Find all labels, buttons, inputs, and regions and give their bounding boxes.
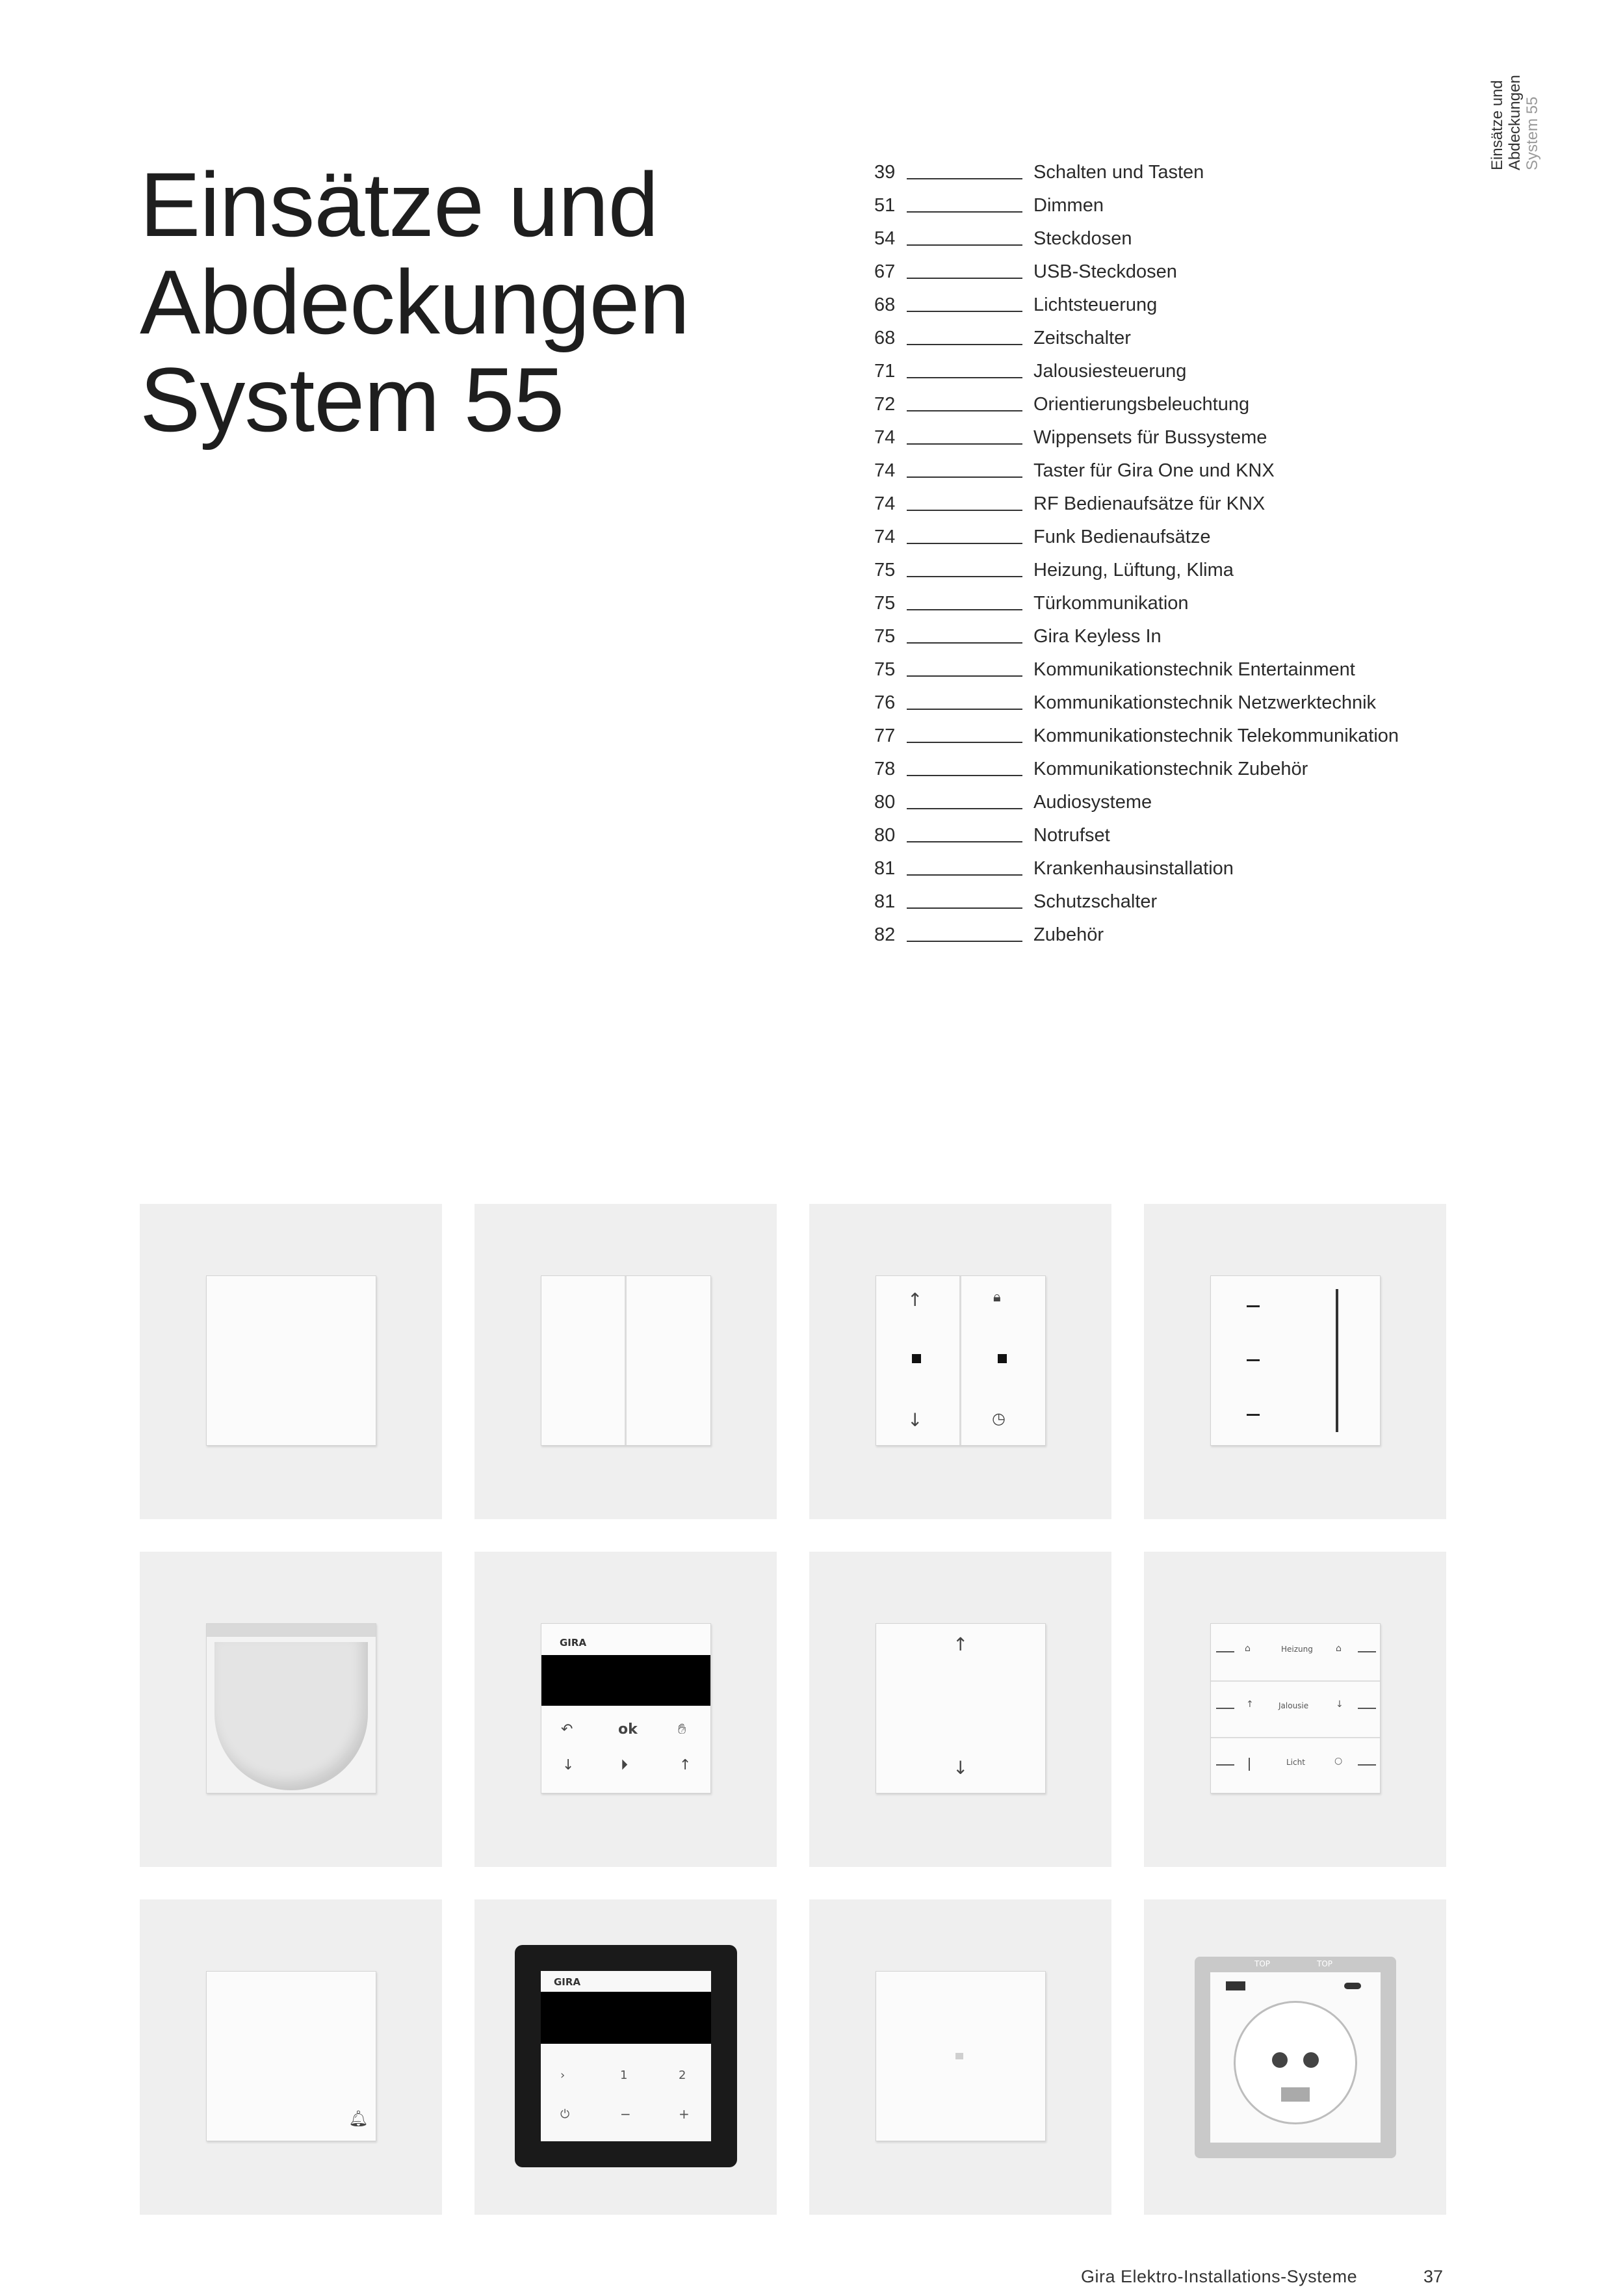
ok-label: ok (618, 1721, 638, 1738)
display-screen (541, 1992, 711, 2044)
socket-frame (1195, 1957, 1396, 2158)
toc-entry[interactable] (874, 192, 1492, 226)
toc-leader-line (907, 576, 1022, 577)
toc-leader-line (907, 278, 1022, 279)
toc-entry[interactable] (874, 822, 1492, 855)
switch-plate (1210, 1623, 1381, 1794)
arrow-down-icon: ↓ (562, 1757, 575, 1773)
switch-plate (206, 1971, 376, 2141)
footer-publication: Gira Elektro-Installations-Systeme (1081, 2267, 1358, 2286)
side-tab-line-1: Einsätze und (1488, 80, 1506, 170)
mounting-frame (515, 1945, 737, 2167)
bell-icon: 🔔︎ (348, 2109, 369, 2128)
motion-lens-icon (214, 1642, 368, 1790)
toc-leader-line (907, 244, 1022, 246)
toc-entry[interactable] (874, 756, 1492, 789)
power-on-icon (1249, 1758, 1250, 1771)
toc-label: Notrufset (1033, 825, 1110, 846)
toc-leader-line (907, 675, 1022, 677)
chevron-right-icon: › (560, 2068, 565, 2082)
led-mark-icon (1216, 1764, 1234, 1766)
toc-label: Krankenhausinstallation (1033, 858, 1234, 879)
toc-entry[interactable] (874, 657, 1492, 690)
page-title (140, 153, 690, 450)
rocker-divider (625, 1276, 627, 1445)
row-divider (1211, 1680, 1380, 1682)
toc-leader-line (907, 742, 1022, 743)
stop-icon (998, 1354, 1007, 1363)
arrow-down-icon: ↓ (953, 1757, 968, 1779)
arrow-up-icon: ↑ (907, 1289, 923, 1311)
switch-plate (1210, 1275, 1381, 1446)
toc-label: Funk Bedienaufsätze (1033, 527, 1211, 547)
toc-label: Heizung, Lüftung, Klima (1033, 560, 1234, 581)
led-mark-icon (1216, 1708, 1234, 1709)
toc-label: Gira Keyless In (1033, 626, 1162, 647)
product-tile-dimmer (1144, 1204, 1446, 1519)
toc-leader-line (907, 841, 1022, 842)
toc-label: Jalousiesteuerung (1033, 361, 1187, 382)
toc-leader-line (907, 211, 1022, 213)
toc-label: Schutzschalter (1033, 891, 1158, 912)
led-mark-icon (1358, 1764, 1376, 1766)
toc-entry[interactable] (874, 855, 1492, 889)
switch-plate (206, 1623, 376, 1794)
toc-page-number: 74 (874, 527, 896, 547)
toc-page-number: 82 (874, 924, 896, 945)
title-line-3: System 55 (140, 348, 564, 450)
toc-leader-line (907, 642, 1022, 644)
toc-page-number: 74 (874, 493, 896, 514)
toc-label: Schalten und Tasten (1033, 162, 1204, 183)
led-mark-icon (1358, 1651, 1376, 1652)
toc-label: Dimmen (1033, 195, 1104, 216)
toc-entry[interactable] (874, 524, 1492, 557)
brand-label: GIRA (554, 1976, 581, 1988)
switch-plate (206, 1275, 376, 1446)
arrow-up-icon: ↑ (1246, 1699, 1254, 1710)
level-mark-icon (1247, 1414, 1260, 1416)
toc-leader-line (907, 311, 1022, 312)
level-mark-icon (1247, 1359, 1260, 1361)
level-mark-icon (1247, 1305, 1260, 1307)
side-tab (1488, 73, 1547, 177)
home-icon: ⌂ (1336, 1643, 1342, 1654)
clock-icon: ◷ (992, 1409, 1006, 1428)
toc-entry[interactable] (874, 491, 1492, 524)
toc-label: Zeitschalter (1033, 328, 1131, 348)
hand-icon: ✋︎ (678, 1721, 686, 1738)
switch-plate (541, 1275, 711, 1446)
product-tile-blind-timer (809, 1204, 1111, 1519)
toc-entry[interactable] (874, 159, 1492, 192)
toc-page-number: 54 (874, 228, 896, 249)
child-protection-icon (1281, 2087, 1310, 2102)
preset-1-label: 1 (620, 2068, 628, 2082)
toc-page-number: 68 (874, 294, 896, 315)
toc-page-number: 75 (874, 626, 896, 647)
product-tile-radio-insert (474, 1899, 777, 2215)
rocker-divider (959, 1276, 961, 1445)
side-tab-line-2: Abdeckungen (1506, 75, 1524, 170)
toc-entry[interactable] (874, 623, 1492, 657)
toc-leader-line (907, 377, 1022, 378)
toc-entry[interactable] (874, 391, 1492, 424)
plus-icon: + (679, 2106, 690, 2122)
toc-entry[interactable] (874, 259, 1492, 292)
toc-leader-line (907, 709, 1022, 710)
minus-icon: − (620, 2106, 631, 2122)
toc-page-number: 75 (874, 593, 896, 614)
toc-entry[interactable] (874, 292, 1492, 325)
preset-2-label: 2 (679, 2068, 686, 2082)
power-icon: ⏻ (560, 2107, 570, 2121)
toc-page-number: 75 (874, 560, 896, 581)
toc-leader-line (907, 476, 1022, 478)
product-tile-bell-push (140, 1899, 442, 2215)
toc-leader-line (907, 510, 1022, 511)
stop-icon (912, 1354, 921, 1363)
product-tile-push-button-knx (1144, 1552, 1446, 1867)
schuko-socket-icon (1234, 2001, 1357, 2124)
toc-label: Türkommunikation (1033, 593, 1189, 614)
toc-leader-line (907, 178, 1022, 179)
toc-entry[interactable] (874, 922, 1492, 955)
power-off-icon: ○ (1334, 1756, 1343, 1766)
toc-entry[interactable] (874, 325, 1492, 358)
toc-label: Steckdosen (1033, 228, 1132, 249)
toc-label: Kommunikationstechnik Netzwerktechnik (1033, 692, 1377, 713)
toc-entry[interactable] (874, 358, 1492, 391)
toc-leader-line (907, 874, 1022, 876)
toc-page-number: 72 (874, 394, 896, 415)
toc-leader-line (907, 808, 1022, 809)
toc-entry[interactable] (874, 557, 1492, 590)
top-label: TOP (1254, 1959, 1271, 1968)
toc-page-number: 78 (874, 759, 896, 779)
display-screen (541, 1655, 710, 1706)
toc-entry[interactable] (874, 458, 1492, 491)
toc-entry[interactable] (874, 690, 1492, 723)
product-tile-radio-timer (474, 1552, 777, 1867)
eco-home-icon: ⌂ (1245, 1643, 1251, 1654)
toc-leader-line (907, 344, 1022, 345)
toc-leader-line (907, 775, 1022, 776)
usb-a-port-icon (1226, 1981, 1245, 1990)
toc-label: Zubehör (1033, 924, 1104, 945)
toc-page-number: 80 (874, 825, 896, 846)
toc-page-number: 81 (874, 891, 896, 912)
toc-page-number: 39 (874, 162, 896, 183)
toc-leader-line (907, 410, 1022, 411)
table-of-contents (874, 159, 1492, 955)
led-icon (955, 2053, 963, 2059)
socket-hole-icon (1272, 2052, 1288, 2068)
socket-faceplate (1210, 1972, 1381, 2143)
led-mark-icon (1358, 1708, 1376, 1709)
toc-entry[interactable] (874, 424, 1492, 458)
play-icon: ⏵ (621, 1757, 629, 1773)
back-icon: ↶ (561, 1721, 573, 1738)
heizung-label: Heizung (1281, 1645, 1313, 1654)
toc-label: Kommunikationstechnik Zubehör (1033, 759, 1308, 779)
toc-label: Wippensets für Bussysteme (1033, 427, 1267, 448)
toc-label: Orientierungsbeleuchtung (1033, 394, 1250, 415)
arrow-down-icon: ↓ (1336, 1699, 1344, 1710)
toc-page-number: 68 (874, 328, 896, 348)
title-line-1: Einsätze und (140, 153, 658, 255)
toc-page-number: 76 (874, 692, 896, 713)
socket-hole-icon (1303, 2052, 1319, 2068)
toc-label: Lichtsteuerung (1033, 294, 1158, 315)
product-tile-blind-push (809, 1552, 1111, 1867)
product-tile-usb-socket (1144, 1899, 1446, 2215)
page-number: 37 (1423, 2267, 1444, 2286)
arrow-down-icon: ↓ (907, 1409, 923, 1431)
lock-icon: 🔒︎ (993, 1289, 1001, 1305)
toc-label: USB-Steckdosen (1033, 261, 1177, 282)
brand-label: GIRA (560, 1637, 587, 1649)
toc-leader-line (907, 443, 1022, 445)
toc-label: Kommunikationstechnik Entertainment (1033, 659, 1355, 680)
product-tile-rocker-double (474, 1204, 777, 1519)
toc-label: Taster für Gira One und KNX (1033, 460, 1275, 481)
arrow-up-icon: ↑ (953, 1634, 968, 1655)
switch-plate (876, 1275, 1046, 1446)
detector-top-bar (207, 1624, 376, 1637)
product-tile-led-push (809, 1899, 1111, 2215)
toc-entry[interactable] (874, 590, 1492, 623)
switch-plate (876, 1971, 1046, 2141)
toc-page-number: 74 (874, 460, 896, 481)
toc-leader-line (907, 609, 1022, 610)
toc-entry[interactable] (874, 226, 1492, 259)
title-line-2: Abdeckungen (140, 251, 690, 353)
toc-entry[interactable] (874, 889, 1492, 922)
toc-label: Audiosysteme (1033, 792, 1152, 813)
row-divider (1211, 1737, 1380, 1738)
switch-plate (876, 1623, 1046, 1794)
toc-page-number: 74 (874, 427, 896, 448)
usb-c-port-icon (1344, 1983, 1361, 1989)
toc-label: RF Bedienaufsätze für KNX (1033, 493, 1266, 514)
toc-leader-line (907, 907, 1022, 909)
side-tab-line-3: System 55 (1524, 96, 1541, 170)
toc-page-number: 75 (874, 659, 896, 680)
jalousie-label: Jalousie (1279, 1701, 1309, 1710)
toc-page-number: 51 (874, 195, 896, 216)
toc-page-number: 80 (874, 792, 896, 813)
toc-page-number: 77 (874, 725, 896, 746)
dimmer-slider-bar (1336, 1289, 1338, 1432)
toc-page-number: 71 (874, 361, 896, 382)
toc-leader-line (907, 543, 1022, 544)
toc-label: Kommunikationstechnik Telekommunikation (1033, 725, 1399, 746)
product-tile-rocker-single (140, 1204, 442, 1519)
toc-leader-line (907, 941, 1022, 942)
switch-plate (541, 1623, 711, 1794)
arrow-up-icon: ↑ (679, 1757, 692, 1773)
licht-label: Licht (1286, 1758, 1305, 1767)
toc-page-number: 81 (874, 858, 896, 879)
top-label: TOP (1317, 1959, 1333, 1968)
toc-page-number: 67 (874, 261, 896, 282)
product-tile-motion-detector (140, 1552, 442, 1867)
toc-entry[interactable] (874, 789, 1492, 822)
toc-entry[interactable] (874, 723, 1492, 756)
led-mark-icon (1216, 1651, 1234, 1652)
radio-faceplate (541, 1971, 711, 2141)
